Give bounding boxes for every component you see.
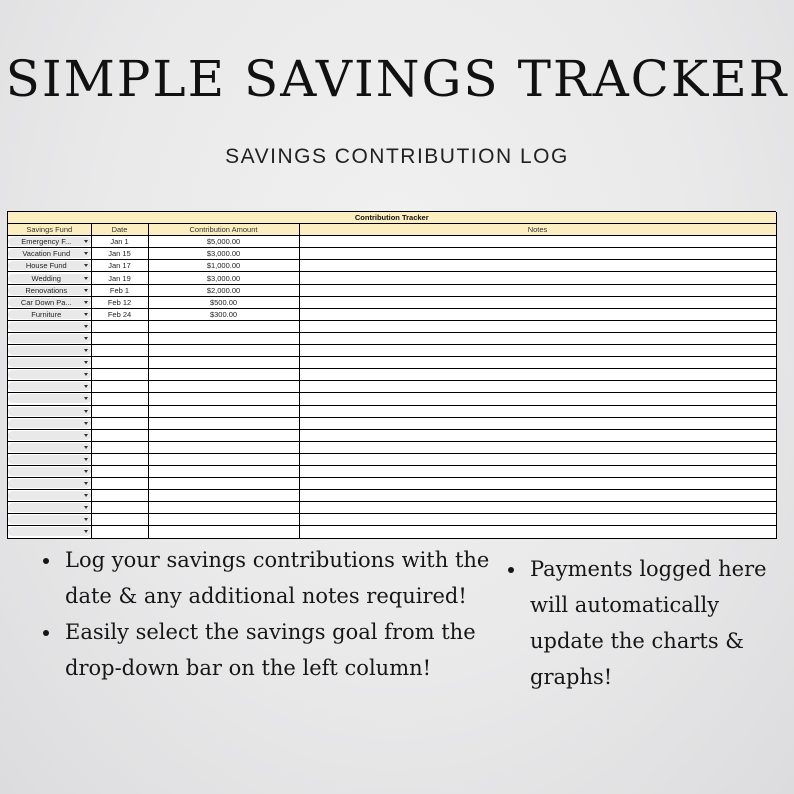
cell-date[interactable]	[91, 465, 148, 477]
cell-notes[interactable]	[299, 514, 776, 526]
cell-date[interactable]	[91, 417, 148, 429]
cell-amount[interactable]	[148, 490, 299, 502]
cell-amount[interactable]	[148, 526, 299, 538]
cell-notes[interactable]	[299, 296, 776, 308]
chevron-down-icon[interactable]	[84, 301, 88, 304]
cell-amount[interactable]: $5,000.00	[148, 236, 299, 248]
cell-fund[interactable]	[8, 320, 91, 332]
cell-date[interactable]	[91, 381, 148, 393]
chevron-down-icon[interactable]	[84, 337, 88, 340]
cell-fund[interactable]	[8, 284, 91, 296]
cell-fund[interactable]	[8, 453, 91, 465]
cell-amount[interactable]	[148, 393, 299, 405]
cell-amount[interactable]: $300.00	[148, 308, 299, 320]
cell-amount[interactable]	[148, 405, 299, 417]
cell-notes[interactable]	[299, 308, 776, 320]
chevron-down-icon[interactable]	[84, 458, 88, 461]
cell-fund[interactable]	[8, 236, 91, 248]
cell-amount[interactable]	[148, 429, 299, 441]
cell-amount[interactable]	[148, 502, 299, 514]
cell-amount[interactable]	[148, 453, 299, 465]
cell-fund[interactable]	[8, 260, 91, 272]
fund-dropdown[interactable]	[8, 491, 91, 500]
cell-date[interactable]: Jan 19	[91, 272, 148, 284]
cell-fund[interactable]	[8, 405, 91, 417]
fund-dropdown[interactable]	[8, 419, 91, 428]
cell-amount[interactable]	[148, 332, 299, 344]
fund-dropdown[interactable]	[8, 467, 91, 476]
page-subtitle: SAVINGS CONTRIBUTION LOG	[225, 145, 569, 168]
table-row	[8, 236, 776, 248]
feature-list-right	[505, 551, 787, 695]
cell-notes[interactable]	[299, 502, 776, 514]
cell-fund[interactable]	[8, 332, 91, 344]
cell-fund[interactable]	[8, 502, 91, 514]
cell-fund[interactable]	[8, 465, 91, 477]
chevron-down-icon[interactable]	[84, 252, 88, 255]
fund-dropdown[interactable]	[8, 407, 91, 416]
cell-fund[interactable]	[8, 526, 91, 538]
table-row	[8, 369, 776, 381]
cell-date[interactable]	[91, 332, 148, 344]
cell-amount[interactable]	[148, 345, 299, 357]
cell-amount[interactable]	[148, 320, 299, 332]
chevron-down-icon[interactable]	[84, 313, 88, 316]
chevron-down-icon[interactable]	[84, 410, 88, 413]
table-row	[8, 514, 776, 526]
chevron-down-icon[interactable]	[84, 397, 88, 400]
column-header-fund: Savings Fund	[8, 224, 91, 236]
chevron-down-icon[interactable]	[84, 482, 88, 485]
cell-notes[interactable]	[299, 381, 776, 393]
chevron-down-icon[interactable]	[84, 530, 88, 533]
chevron-down-icon[interactable]	[84, 385, 88, 388]
fund-dropdown-value: Renovations	[25, 285, 68, 295]
cell-date[interactable]	[91, 405, 148, 417]
feature-bullet: • Easily select the savings goal from the drop-down bar on the left column!	[62, 614, 517, 686]
chevron-down-icon[interactable]	[84, 434, 88, 437]
chevron-down-icon[interactable]	[84, 361, 88, 364]
cell-fund[interactable]	[8, 369, 91, 381]
table-row	[8, 417, 776, 429]
cell-date[interactable]: Jan 17	[91, 260, 148, 272]
cell-fund[interactable]	[8, 248, 91, 260]
cell-notes[interactable]	[299, 441, 776, 453]
cell-date[interactable]: Jan 15	[91, 248, 148, 260]
cell-date[interactable]	[91, 320, 148, 332]
cell-fund[interactable]	[8, 417, 91, 429]
fund-dropdown[interactable]	[8, 527, 91, 536]
fund-dropdown[interactable]	[8, 394, 91, 403]
tracker-banner: Contribution Tracker	[8, 212, 776, 224]
cell-date[interactable]	[91, 393, 148, 405]
cell-notes[interactable]	[299, 284, 776, 296]
contribution-table	[8, 212, 777, 539]
cell-notes[interactable]	[299, 369, 776, 381]
table-row	[8, 308, 776, 320]
fund-dropdown[interactable]	[8, 286, 91, 295]
fund-dropdown[interactable]	[8, 261, 91, 270]
column-header-date: Date	[91, 224, 148, 236]
cell-date[interactable]: Feb 12	[91, 296, 148, 308]
cell-date[interactable]	[91, 490, 148, 502]
chevron-down-icon[interactable]	[84, 349, 88, 352]
fund-dropdown[interactable]	[8, 334, 91, 343]
chevron-down-icon[interactable]	[84, 470, 88, 473]
fund-dropdown[interactable]	[8, 370, 91, 379]
table-row	[8, 332, 776, 344]
fund-dropdown-value: House Fund	[25, 261, 67, 271]
fund-dropdown[interactable]	[8, 382, 91, 391]
chevron-down-icon[interactable]	[84, 240, 88, 243]
cell-date[interactable]	[91, 478, 148, 490]
cell-notes[interactable]	[299, 272, 776, 284]
table-row	[8, 272, 776, 284]
table-row	[8, 345, 776, 357]
cell-notes[interactable]	[299, 417, 776, 429]
chevron-down-icon[interactable]	[84, 422, 88, 425]
cell-fund[interactable]	[8, 393, 91, 405]
cell-amount[interactable]	[148, 441, 299, 453]
table-row	[8, 357, 776, 369]
cell-date[interactable]	[91, 453, 148, 465]
cell-amount[interactable]: $3,000.00	[148, 272, 299, 284]
fund-dropdown[interactable]	[8, 515, 91, 524]
table-body	[8, 236, 776, 538]
table-row	[8, 284, 776, 296]
cell-notes[interactable]	[299, 465, 776, 477]
cell-notes[interactable]	[299, 526, 776, 538]
feature-list-left	[40, 542, 517, 686]
table-row	[8, 260, 776, 272]
fund-dropdown[interactable]	[8, 310, 91, 319]
cell-fund[interactable]	[8, 381, 91, 393]
fund-dropdown[interactable]	[8, 479, 91, 488]
cell-fund[interactable]	[8, 296, 91, 308]
cell-notes[interactable]	[299, 260, 776, 272]
cell-amount[interactable]	[148, 465, 299, 477]
cell-amount[interactable]	[148, 381, 299, 393]
cell-amount[interactable]: $1,000.00	[148, 260, 299, 272]
table-row	[8, 429, 776, 441]
cell-date[interactable]	[91, 429, 148, 441]
cell-notes[interactable]	[299, 236, 776, 248]
cell-notes[interactable]	[299, 429, 776, 441]
cell-fund[interactable]	[8, 345, 91, 357]
cell-notes[interactable]	[299, 357, 776, 369]
table-row	[8, 393, 776, 405]
page-title: SIMPLE SAVINGS TRACKER	[5, 50, 789, 108]
cell-date[interactable]	[91, 345, 148, 357]
fund-dropdown[interactable]	[8, 358, 91, 367]
table-row	[8, 441, 776, 453]
fund-dropdown[interactable]	[8, 443, 91, 452]
cell-date[interactable]	[91, 514, 148, 526]
table-row	[8, 478, 776, 490]
cell-date[interactable]	[91, 502, 148, 514]
cell-notes[interactable]	[299, 453, 776, 465]
chevron-down-icon[interactable]	[84, 446, 88, 449]
chevron-down-icon[interactable]	[84, 289, 88, 292]
chevron-down-icon[interactable]	[84, 518, 88, 521]
chevron-down-icon[interactable]	[84, 494, 88, 497]
column-header-notes: Notes	[299, 224, 776, 236]
fund-dropdown[interactable]	[8, 431, 91, 440]
fund-dropdown-value: Car Down Pa...	[20, 297, 72, 307]
cell-notes[interactable]	[299, 332, 776, 344]
cell-notes[interactable]	[299, 345, 776, 357]
table-row	[8, 453, 776, 465]
fund-dropdown-value: Wedding	[31, 273, 61, 283]
cell-amount[interactable]	[148, 369, 299, 381]
fund-dropdown[interactable]	[8, 298, 91, 307]
cell-fund[interactable]	[8, 308, 91, 320]
cell-date[interactable]	[91, 357, 148, 369]
chevron-down-icon[interactable]	[84, 277, 88, 280]
feature-bullet: • Log your savings contributions with the date & any additional notes required!	[62, 542, 517, 614]
fund-dropdown-value: Furniture	[31, 309, 62, 319]
cell-fund[interactable]	[8, 272, 91, 284]
cell-notes[interactable]	[299, 248, 776, 260]
chevron-down-icon[interactable]	[84, 373, 88, 376]
cell-amount[interactable]	[148, 357, 299, 369]
fund-dropdown[interactable]	[8, 346, 91, 355]
chevron-down-icon[interactable]	[84, 506, 88, 509]
cell-fund[interactable]	[8, 478, 91, 490]
cell-fund[interactable]	[8, 429, 91, 441]
table-row	[8, 526, 776, 538]
table-row	[8, 502, 776, 514]
table-row	[8, 381, 776, 393]
cell-amount[interactable]	[148, 514, 299, 526]
cell-notes[interactable]	[299, 393, 776, 405]
cell-notes[interactable]	[299, 478, 776, 490]
cell-amount[interactable]: $2,000.00	[148, 284, 299, 296]
cell-amount[interactable]	[148, 417, 299, 429]
cell-notes[interactable]	[299, 320, 776, 332]
cell-notes[interactable]	[299, 405, 776, 417]
cell-fund[interactable]	[8, 357, 91, 369]
fund-dropdown[interactable]	[8, 274, 91, 283]
table-row	[8, 320, 776, 332]
fund-dropdown[interactable]	[8, 322, 91, 331]
cell-date[interactable]: Jan 1	[91, 236, 148, 248]
fund-dropdown-value: Vacation Fund	[22, 249, 71, 259]
column-header-amount: Contribution Amount	[148, 224, 299, 236]
fund-dropdown[interactable]	[8, 455, 91, 464]
cell-date[interactable]: Feb 24	[91, 308, 148, 320]
cell-fund[interactable]	[8, 490, 91, 502]
cell-date[interactable]	[91, 526, 148, 538]
feature-bullet: • Payments logged here will automatically update the charts & graphs!	[527, 551, 787, 695]
fund-dropdown[interactable]	[8, 237, 91, 246]
table-row	[8, 465, 776, 477]
cell-date[interactable]: Feb 1	[91, 284, 148, 296]
cell-amount[interactable]: $3,000.00	[148, 248, 299, 260]
table-row	[8, 248, 776, 260]
cell-amount[interactable]	[148, 478, 299, 490]
cell-amount[interactable]: $500.00	[148, 296, 299, 308]
chevron-down-icon[interactable]	[84, 325, 88, 328]
table-row	[8, 490, 776, 502]
table-row	[8, 296, 776, 308]
fund-dropdown-value: Emergency F...	[21, 237, 72, 247]
table-row	[8, 405, 776, 417]
cell-fund[interactable]	[8, 441, 91, 453]
fund-dropdown[interactable]	[8, 249, 91, 258]
chevron-down-icon[interactable]	[84, 264, 88, 267]
cell-date[interactable]	[91, 441, 148, 453]
cell-notes[interactable]	[299, 490, 776, 502]
contribution-tracker-sheet	[7, 211, 776, 539]
cell-fund[interactable]	[8, 514, 91, 526]
fund-dropdown[interactable]	[8, 503, 91, 512]
cell-date[interactable]	[91, 369, 148, 381]
